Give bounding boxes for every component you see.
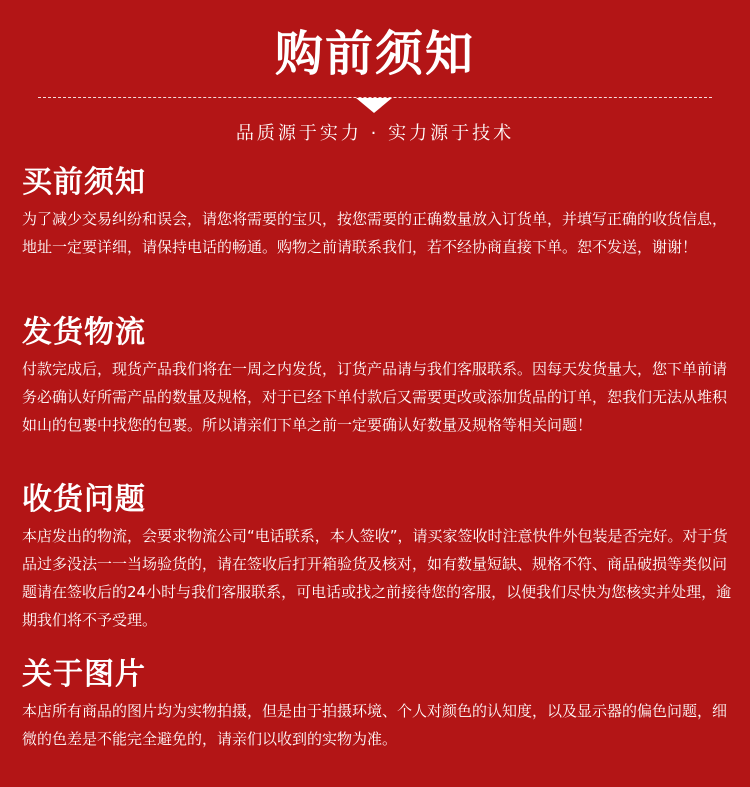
divider-triangle-icon bbox=[356, 98, 392, 113]
section-about-images bbox=[22, 655, 738, 753]
page-title: 购前须知 bbox=[274, 26, 475, 82]
section-heading: 关于图片 bbox=[22, 657, 146, 692]
section-body: 本店所有商品的图片均为实物拍摄，但是由于拍摄环境、个人对颜色的认知度，以及显示器的偏色问题，细微的色差是不能完全避免的，请亲们以收到的实物为准。 bbox=[22, 702, 728, 748]
section-shipping bbox=[22, 313, 738, 439]
section-heading: 发货物流 bbox=[22, 315, 146, 350]
section-body: 本店发出的物流，会要求物流公司“电话联系，本人签收”，请买家签收时注意快件外包装是否完好。对于货品过多没法一一当场验货的，请在签收后打开箱验货及核对，如有数量短缺、规格不符、商品破损等类似问题请在签收后的24小时与我们客服联系，可电话或找之前接待您的客服，以便我们尽快为您核实并处理，逾期我们将不予受理。 bbox=[22, 527, 732, 629]
section-before-purchase bbox=[22, 163, 738, 261]
page-subtitle: 品质源于实力 · 实力源于技术 bbox=[235, 123, 515, 144]
section-body: 为了减少交易纠纷和误会，请您将需要的宝贝，按您需要的正确数量放入订货单，并填写正确的收货信息，地址一定要详细，请保持电话的畅通。购物之前请联系我们，若不经协商直接下单。恕不发送，谢谢！ bbox=[22, 210, 728, 256]
section-heading: 买前须知 bbox=[22, 165, 146, 200]
section-heading: 收货问题 bbox=[22, 482, 146, 517]
section-receiving bbox=[22, 480, 738, 634]
section-body: 付款完成后，现货产品我们将在一周之内发货，订货产品请与我们客服联系。因每天发货量大，您下单前请务必确认好所需产品的数量及规格，对于已经下单付款后又需要更改或添加货品的订单，恕我们无法从堆积如山的包裹中找您的包裹。所以请亲们下单之前一定要确认好数量及规格等相关问题！ bbox=[22, 360, 728, 434]
